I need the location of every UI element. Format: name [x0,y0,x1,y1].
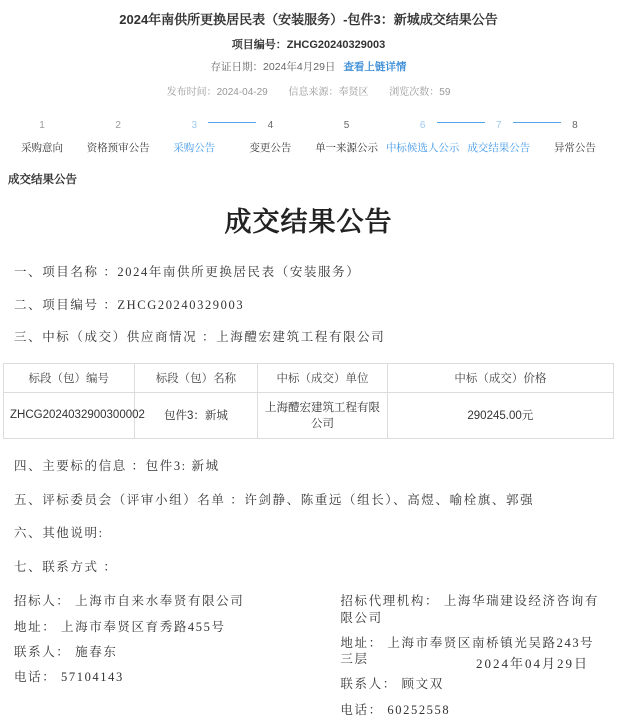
step-label: 异常公告 [553,142,596,154]
step-7[interactable] [461,115,537,155]
cert-date-line [0,59,617,74]
step-2 [80,115,156,155]
step-label: 采购意向 [21,142,64,154]
footer-date: 2024年04月29日 [475,656,589,671]
contact-line: 地址： 上海市奉贤区南桥镇光吴路243号三层 [340,635,595,667]
table-header-cell: 中标（成交）单位 [258,363,387,392]
contact-line: 招标人： 上海市自来水奉贤有限公司 [14,594,245,609]
view-count: 浏览次数：59 [389,87,451,98]
view-chain-link[interactable]: 查看上链详情 [343,61,407,73]
project-number-line [0,36,617,52]
step-4 [232,115,308,155]
table-cell: 包件3：新城 [134,392,258,438]
breadcrumb: 成交结果公告 [8,174,77,186]
project-number-value: ZHCG20240329003 [286,39,386,51]
publish-info-line [0,83,617,98]
numbered-item: 七、联系方式 ： [14,559,118,574]
step-label[interactable]: 成交结果公告 [467,142,531,154]
step-6[interactable] [385,115,461,155]
table-body [4,392,614,438]
step-number: 5 [340,119,354,133]
table-cell: ZHCG2024032900300002 [4,392,135,438]
step-label: 资格预审公告 [86,142,150,154]
numbered-item: 一、项目名称 ：2024年南供所更换居民表（安装服务） [14,265,361,279]
step-3[interactable] [156,115,232,155]
step-number: 7 [492,119,506,133]
step-number: 3 [188,119,202,133]
table-header-row [4,363,614,392]
contact-line: 电话： 57104143 [14,670,124,685]
step-number: 4 [264,119,278,133]
contact-line: 电话： 60252558 [340,702,451,717]
table-header-cell: 标段（包）编号 [4,363,135,392]
result-table [3,363,614,439]
step-1 [4,115,80,155]
step-5 [309,115,385,155]
table-cell: 290245.00元 [387,392,613,438]
project-number-label: 项目编号： [231,39,287,51]
announcement-title: 成交结果公告 [224,207,393,237]
contact-line: 联系人： 顾文双 [340,677,444,692]
info-source: 信息来源：奉贤区 [288,87,369,98]
numbered-item: 二、项目编号 ：ZHCG20240329003 [14,297,245,312]
step-8 [537,115,613,155]
numbered-item: 四、主要标的信息 ：包件3: 新城 [14,458,220,473]
item-list-top [14,265,603,346]
step-label[interactable]: 中标候选人公示 [385,142,460,154]
step-number: 6 [416,119,430,133]
table-row [4,392,614,438]
tenderer-contact-block [14,593,326,727]
numbered-item: 三、中标（成交）供应商情况 ：上海醴宏建筑工程有限公司 [14,330,386,345]
numbered-item: 五、评标委员会（评审小组）名单 ：许剑静、陈重远（组长）、高煜、喻栓旗、郭强 [14,492,535,507]
item-list-bottom [14,459,603,576]
contact-line: 联系人： 施春东 [14,644,118,659]
page-title: 2024年南供所更换居民表（安装服务）-包件3：新城成交结果公告 [119,12,498,27]
step-number: 8 [568,119,582,133]
contact-line: 地址： 上海市奉贤区育秀路455号 [14,619,226,634]
cert-date-value: 2024年4月29日 [263,61,336,73]
announcement-stepper [0,115,617,155]
table-header-cell: 中标（成交）价格 [387,363,613,392]
step-number: 2 [111,119,125,133]
step-label: 单一来源公示 [315,142,379,154]
publish-time: 发布时间：2024-04-29 [166,87,268,98]
contact-line: 招标代理机构： 上海华瑞建设经济咨询有限公司 [340,594,599,625]
step-number: 1 [35,119,49,133]
table-header-cell: 标段（包）名称 [134,363,258,392]
cert-date-label: 存证日期： [210,61,264,73]
numbered-item: 六、其他说明: [14,526,104,541]
table-cell: 上海醴宏建筑工程有限公司 [258,392,387,438]
step-label[interactable]: 采购公告 [173,142,216,154]
step-label: 变更公告 [249,142,292,154]
